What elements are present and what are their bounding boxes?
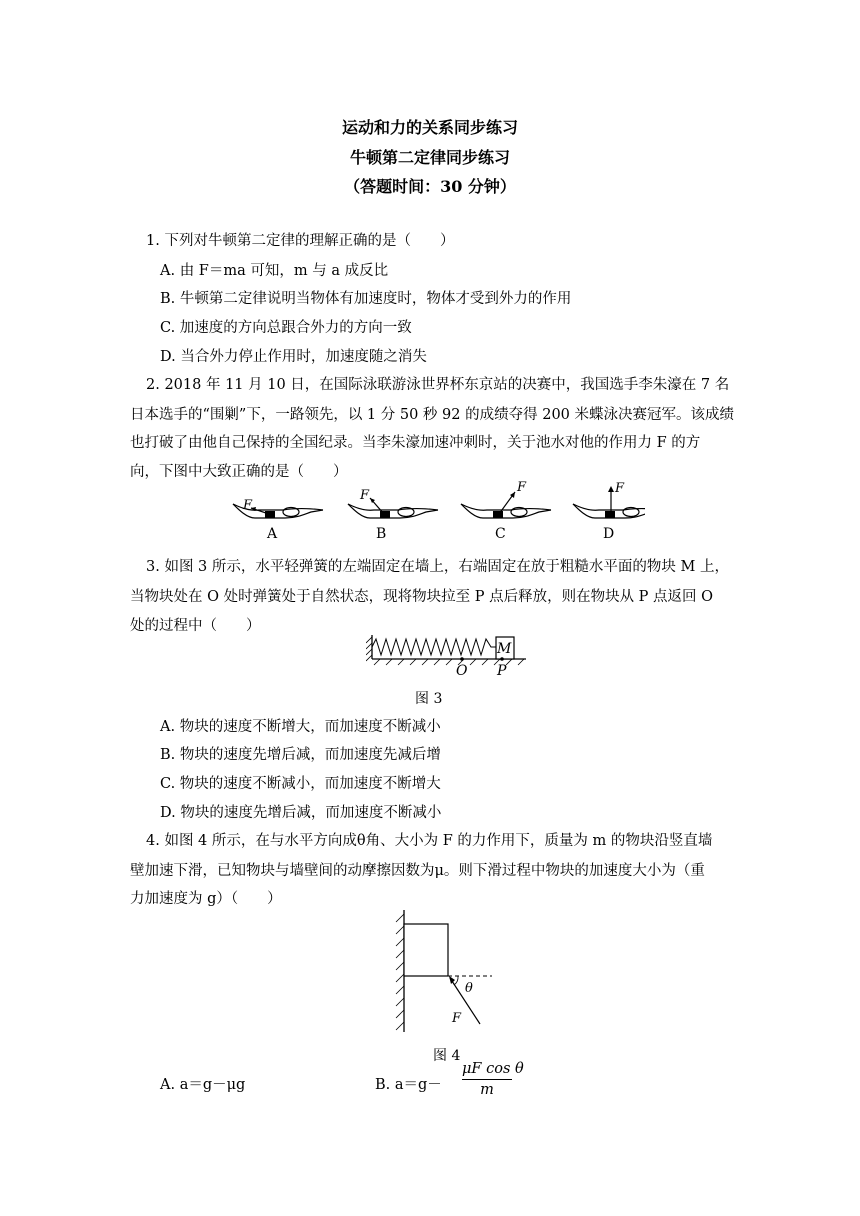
- q2-swimmer-figures: [225, 478, 645, 544]
- doc-title: 运动和力的关系同步练习: [341, 118, 518, 137]
- q1-option-c: C. 加速度的方向总跟合外力的方向一致: [160, 320, 412, 336]
- q4-stem-line3: 力加速度为 g）（ ）: [130, 891, 282, 907]
- q2-stem-line3: 也打破了由他自己保持的全国纪录。当李朱濠加速冲刺时，关于池水对他的作用力 F 的方: [130, 435, 701, 451]
- q3-option-a: A. 物块的速度不断增大，而加速度不断减小: [160, 719, 441, 735]
- doc-subtitle: 牛顿第二定律同步练习: [349, 148, 510, 167]
- figure-3-caption: 图 3: [415, 691, 443, 707]
- force-label-d: F: [615, 481, 625, 496]
- force-label-f: F: [452, 1011, 462, 1026]
- swimmer-b: [348, 488, 438, 542]
- figure-4-caption: 图 4: [433, 1048, 461, 1064]
- q4-option-b-fraction: [462, 1061, 524, 1098]
- q2-stem-line4: 向，下图中大致正确的是（ ）: [130, 464, 348, 480]
- point-label-o: O: [456, 663, 468, 679]
- block-label-m: M: [497, 641, 512, 657]
- swimmer-d: [573, 481, 645, 542]
- q4-stem-line1: 4. 如图 4 所示，在与水平方向成θ角、大小为 F 的力作用下，质量为 m 的物块沿竖直墙: [146, 833, 713, 849]
- force-label-a: F: [243, 498, 253, 513]
- answer-time: （答题时间：30 分钟）: [344, 177, 516, 196]
- swimmer-c: [461, 480, 551, 542]
- force-label-b: F: [360, 488, 370, 503]
- q3-option-b: B. 物块的速度先增后减，而加速度先减后增: [160, 747, 441, 763]
- q1-stem: 1. 下列对牛顿第二定律的理解正确的是（ ）: [146, 233, 455, 249]
- q3-option-c: C. 物块的速度不断减小，而加速度不断增大: [160, 776, 441, 792]
- fig-label-c: C: [495, 526, 506, 542]
- q2-stem-line2: 日本选手的“围剿”下，一路领先，以 1 分 50 秒 92 的成绩夺得 200 米蝶泳决赛冠军。该成绩: [130, 407, 734, 423]
- fig-label-d: D: [603, 526, 615, 542]
- q2-stem-line1: 2. 2018 年 11 月 10 日，在国际泳联游泳世界杯东京站的决赛中，我国选手李朱濠在 7 名: [146, 377, 730, 393]
- q4-stem-line2: 壁加速下滑，已知物块与墙壁间的动摩擦因数为μ。则下滑过程中物块的加速度大小为（重: [130, 863, 705, 879]
- q3-stem-line2: 当物块处在 O 处时弹簧处于自然状态，现将物块拉至 P 点后释放，则在物块从 P 点返回 O: [130, 589, 714, 605]
- fraction-numerator: μF cos θ: [462, 1061, 512, 1080]
- q4-option-a: A. a＝g－μg: [160, 1077, 246, 1093]
- angle-label-theta: θ: [465, 981, 473, 996]
- fig-label-b: B: [376, 526, 387, 542]
- q3-option-d: D. 物块的速度先增后减，而加速度不断减小: [160, 805, 442, 821]
- force-label-c: F: [517, 480, 527, 495]
- q4-option-b-prefix: B. a＝g－: [375, 1077, 442, 1093]
- fig-label-a: A: [267, 526, 278, 542]
- q3-stem-line3: 处的过程中（ ）: [130, 618, 261, 634]
- q1-option-b: B. 牛顿第二定律说明当物体有加速度时，物体才受到外力的作用: [160, 291, 572, 307]
- swimmer-a: [233, 498, 323, 542]
- point-label-p: P: [497, 663, 507, 679]
- q1-option-a: A. 由 F＝ma 可知，m 与 a 成反比: [160, 263, 389, 279]
- q1-option-d: D. 当合外力停止作用时，加速度随之消失: [160, 349, 427, 365]
- fraction-denominator: m: [480, 1082, 494, 1098]
- q3-spring-figure: [366, 631, 531, 681]
- q3-stem-line1: 3. 如图 3 所示，水平轻弹簧的左端固定在墙上，右端固定在放于粗糙水平面的物块 M 上，: [146, 559, 729, 575]
- q4-wall-figure: [392, 906, 502, 1036]
